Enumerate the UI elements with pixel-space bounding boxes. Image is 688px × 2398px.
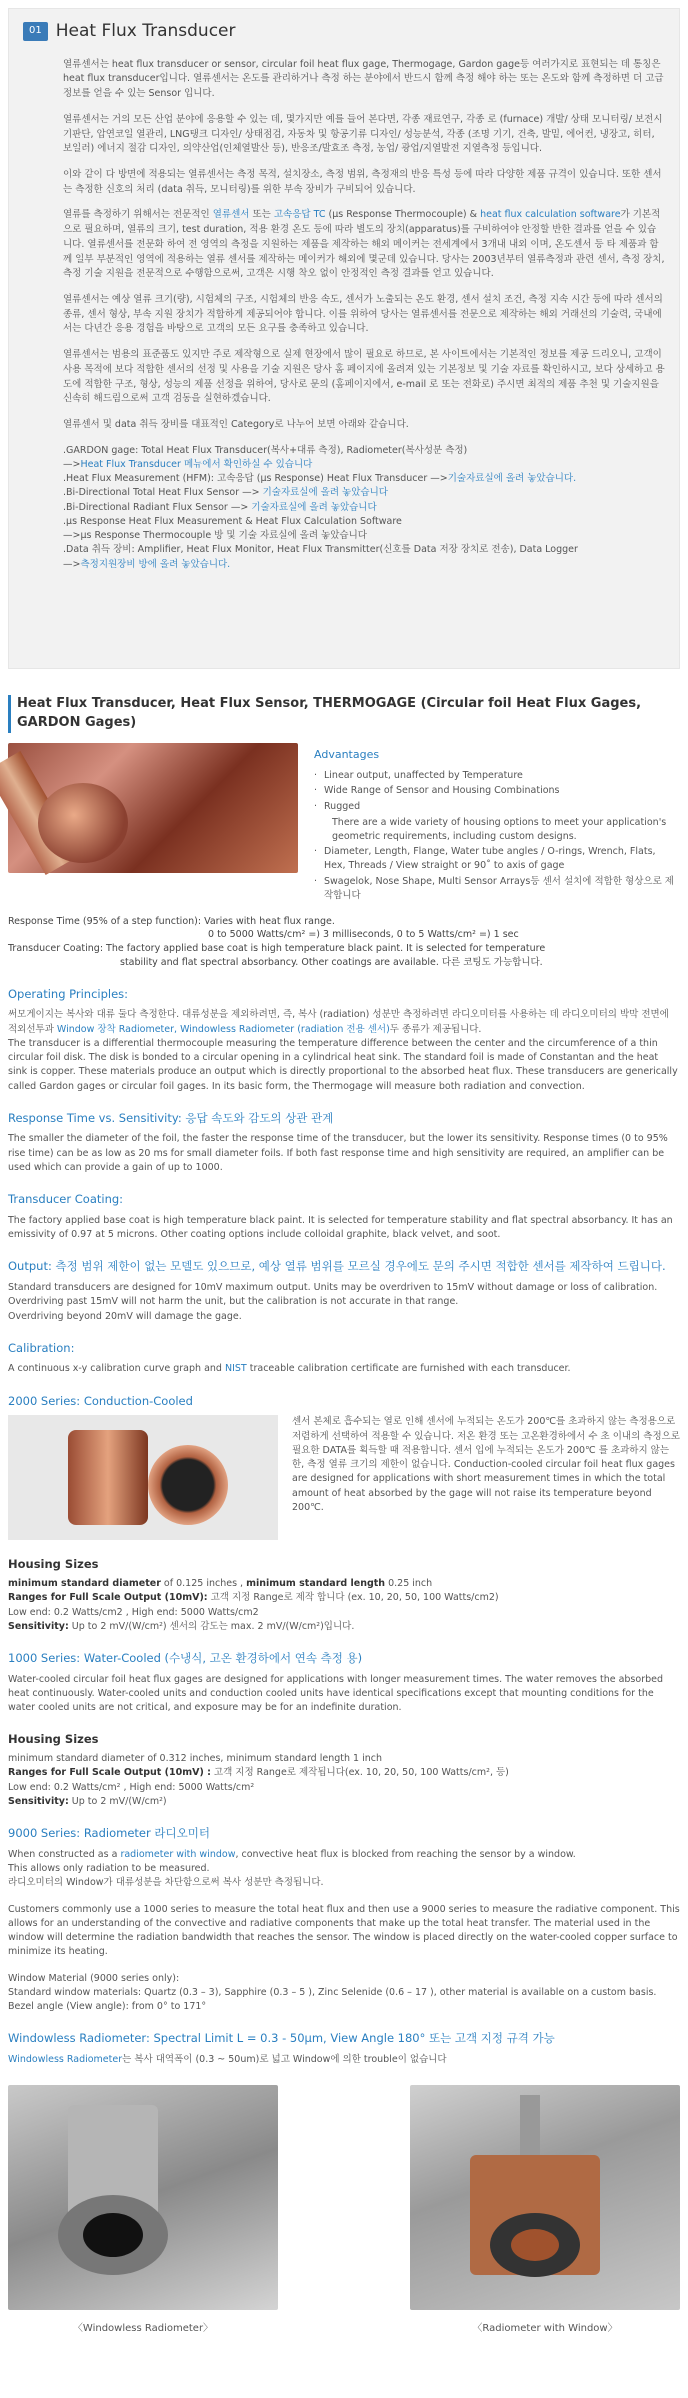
list-item: · Diameter, Length, Flange, Water tube angles / O-rings, Wrench, Flats, Hex, Threads / View straight or 90˚ to axis of gage [314,845,680,873]
nist-link[interactable]: NIST [224,1363,247,1375]
text [8,1591,680,1605]
series-1000-title: 1000 Series: Water-Cooled (수냉식, 고온 환경하에서 연속 측정 용) [8,1651,363,1666]
list-item: · Rugged [314,800,680,814]
link-fast-tc[interactable]: 고속응답 TC [273,209,326,221]
text: .Heat Flux Measurement (HFM): 고속응답 (μs Response) Heat Flux Transducer —> [63,473,448,485]
series-2000-title: 2000 Series: Conduction-Cooled [8,1393,193,1408]
text [8,1577,680,1591]
list-item [63,558,665,572]
text: .Bi-Directional Radiant Flux Sensor —> [63,501,252,513]
list-item: · Wide Range of Sensor and Housing Combinations [314,784,680,798]
text: Overdriving beyond 20mV will damage the gage. [8,1310,242,1322]
gallery-item [410,2085,680,2337]
window-radiometer-image [410,2085,680,2310]
advantages-box [314,743,680,905]
list-item: · Swagelok, Nose Shape, Multi Sensor Arrays등 센서 설치에 적합한 형상으로 제작합니다 [314,875,680,903]
intro-paragraph-2: 열류센서는 거의 모든 산업 분야에 응용할 수 있는 데, 몇가지만 예를 들어 본다면, 각종 재료연구, 각종 로 (furnace) 개발/ 상태 모니터링/ 보전시기판단, 압연코일 열관리, LNG탱크 디자인/ 상태점검, 자동차 및 항공기류 디자인/ 성능분석, 각종 (조명 기기, 건축, 발밑, 에어컨, 냉장고, 히터, 보일러) 에너지 절감 디자인, 의약산업(인체열발산 등), 반응조/발효조 측정, 농업/ 광업/지열발전 지열측정 등입니다. [63,113,663,155]
text: , convective heat flux is blocked from reaching the sensor by a window. [235,1848,576,1860]
operating-principles-text [8,1008,680,1094]
text: Window Material (9000 series only): [8,1972,180,1984]
list-item [63,472,665,486]
text: Standard window materials: Quartz (0.3 – 3), Sapphire (0.3 – 5 ), Zinc Selenide (0.6 – 17 ), other material is available on a custom basis. [8,1986,657,1998]
coating-line-1: Transducer Coating: The factory applied base coat is high temperature black paint. It is selected for temperature [8,943,546,955]
text: Ranges for Full Scale Output (10mV) : [8,1767,211,1779]
calibration-title: Calibration: [8,1340,75,1355]
advantages-title: Advantages [314,747,380,761]
text: Sensitivity: [8,1620,69,1632]
radiometer-gallery [8,2085,680,2337]
calibration-text [8,1362,680,1376]
text: Overdriving past 15mV will not harm the unit, but the calibration is not accurate in that range. [8,1296,459,1308]
list-link[interactable]: 기술자료실에 올려 놓았습니다 [262,487,388,499]
section-number-badge: 01 [23,22,48,41]
text: 고객 지정 Range로 제작됩니다(ex. 10, 20, 50, 100 Watts/cm², 등) [210,1767,509,1779]
text: .μs Response Heat Flux Measurement & Heat Flux Calculation Software [63,515,402,527]
text: (μs Response Thermocouple) & [325,209,481,221]
text: 열류를 측정하기 위해서는 전문적인 [63,209,213,221]
list-link[interactable]: 측정지원장비 방에 올려 놓았습니다. [80,558,231,570]
text: Sensitivity: [8,1795,69,1807]
text: Up to 2 mV/(W/cm²) [68,1795,167,1807]
text: Up to 2 mV/(W/cm²) 센서의 감도는 max. 2 mV/(W/cm²)입니다. [68,1620,355,1632]
series-9000-text [8,1848,680,2015]
text: minimum standard diameter [8,1578,161,1590]
operating-principles-title: Operating Principles: [8,986,129,1001]
text: Bezel angle (View angle): from 0° to 171° [8,2001,207,2013]
text: A continuous x-y calibration curve graph and [8,1363,225,1375]
text: 가 기본적으로 필요하며, 열류의 크기, test duration, 적용 환경 온도 등에 따라 별도의 장치(apparatus)를 구비하여야 안정할 반한 결과를 얻을 수 있습니다. 열류센서를 전문화 하여 전 영역의 측정을 지원하는 제품을 제작하는 해외 메이커는 전세계에서 3개내 내외 이며, 온도센서 등 타 제품과 함께 일부 부분적인 영역에 적용하는 열류 센서를 제작하는 메이커가 해외에 몇군데 있습니다. 당사는 2003년부터 열류측정과 관련 센서, 측정 장치, 측정 기술 지원을 전문적으로 수행함으로써, 고객은 시행 착오 없이 안정적인 측정 결과를 얻고 있습니다. [63,209,665,280]
list-item [63,529,665,543]
text: 라디오미터의 Window가 대류성분을 차단함으로써 복사 성분만 측정됩니다. [8,1877,324,1889]
text: 는 복사 대역폭이 (0.3 ~ 50um)로 넓고 Window에 의한 trouble이 없습니다 [122,2053,447,2065]
text: 써모게이지는 복사와 대류 둘다 측정한다. 대류성분을 제외하려면, 즉, 복사 (radiation) 성분만 측정하려면 라디오미터를 사용하는 데 라디오미터의 박막 전면에 적외선투과 [8,1009,669,1035]
text: .GARDON gage: Total Heat Flux Transducer(복사+대류 측정), Radiometer(복사성분 측정) [63,444,468,456]
output-title: Output: 측정 범위 제한이 없는 모델도 있으므로, 예상 열류 범위를 모르실 경우에도 문의 주시면 적합한 센서를 제작하여 드립니다. [8,1259,666,1274]
gallery-item [8,2085,278,2337]
text: 두 종류가 제공됩니다. [389,1023,482,1035]
output-text [8,1281,680,1324]
page-title: Heat Flux Transducer [55,21,236,41]
text: 고객 지정 Range로 제작 합니다 (ex. 10, 20, 50, 100 Watts/cm2) [207,1592,499,1604]
photo-cylinder-shape [68,1430,148,1525]
response-vs-sensitivity-title: Response Time vs. Sensitivity: 응답 속도와 감도의 상관 관계 [8,1110,334,1125]
series-2000-row [8,1415,680,1540]
series-2000-photo [8,1415,278,1540]
caption-windowless: 〈Windowless Radiometer〉 [72,2323,214,2335]
text: Ranges for Full Scale Output (10mV): [8,1592,208,1604]
windowless-link[interactable]: Windowless Radiometer [8,2053,123,2065]
list-link[interactable]: 기술자료실에 올려 놓았습니다 [251,501,377,513]
text: Standard transducers are designed for 10mV maximum output. Units may be overdriven to 15mV without damage or loss of calibration. [8,1282,658,1294]
advantages-row [8,743,680,905]
windowless-radiometer-photo [8,2085,278,2310]
series-9000-title: 9000 Series: Radiometer 라디오미터 [8,1826,210,1841]
link-radiometer-types[interactable]: Window 장착 Radiometer, Windowless Radiometer (radiation 전용 센서) [56,1023,390,1035]
response-line-1: Response Time (95% of a step function): Varies with heat flux range. [8,915,335,927]
list-item [63,501,665,515]
list-item [63,515,665,529]
intro-paragraph-6: 열류센서는 범용의 표준품도 있지만 주로 제작형으로 실제 현장에서 많이 필요로 하므로, 본 사이트에서는 기본적인 정보를 제공 드리오니, 고객이 사용 목적에 보다 적합한 센서의 선정 및 사용을 기술 지원은 당사 홈 페이지에 올려져 있는 기본정보 및 기술 자료를 확인하시고, 보다 상세하고 용도에 적합한 구조, 형상, 성능의 제품 선정을 위하여, 당사로 문의 (홈페이지에서, e-mail 로 또는 전화로) 주시면 최적의 제품 추천 및 기술지원을 신속히 해드림으로써 고객 검동을 실현하겠습니다. [63,349,665,405]
housing-sizes-2 [8,1752,680,1809]
text: .Data 취득 장비: Amplifier, Heat Flux Monitor, Heat Flux Transmitter(신호를 Data 저장 장치로 전송), Data Logger [63,544,578,556]
housing-sizes-1 [8,1577,680,1634]
radiometer-link[interactable]: radiometer with window [120,1848,236,1860]
photo-sensor [83,2213,143,2257]
intro-paragraph-5: 열류센서는 예상 열류 크기(량), 시험체의 구조, 시험체의 반응 속도, 센서가 노출되는 온도 환경, 센서 설치 조건, 측정 지속 시간 등에 따라 센서의 종류, 센서 형상, 부속 지원 장치가 적합하게 제공되어야 합니다. 이를 위하여 당사는 열류센서를 전문으로 제작하는 해외 거래선의 기술력, 국내에서는 다년간 응용 경험을 바탕으로 고객의 모든 요구를 충족하고 있습니다. [63,293,663,335]
response-time-block [8,915,680,970]
window-radiometer-photo [410,2085,680,2310]
photo-sensor-face-shape [148,1445,228,1525]
text: —> [63,458,81,470]
link-calc-software[interactable]: heat flux calculation software [480,209,621,221]
advantages-list [314,769,680,903]
products-section [8,695,680,2337]
transducer-coating-text: The factory applied base coat is high temperature black paint. It is selected for temperature stability and flat spectral absorbancy. It has an emissivity of 0.97 at 5 microns. Other coating options include colloidal graphite, black velvet, and soot. [8,1214,673,1241]
text: —> [63,558,81,570]
intro-paragraph-7: 열류센서 및 data 취득 장비를 대표적인 Category로 나누어 보면 아래와 같습니다. [63,419,409,431]
text: minimum standard diameter of 0.312 inches, minimum standard length 1 inch [8,1753,383,1765]
intro-paragraph-4 [23,208,665,282]
intro-paragraph-1: 열류센서는 heat flux transducer or sensor, circular foil heat flux gage, Thermogage, Gardon gage등 여러가지로 표현되는 데 통칭은 heat flux transducer입니다. 열류센서는 온도를 관리하거나 측정 하는 분야에서 반드시 함께 측정 해야 하는 또는 온도와 함께 측정하면 더 고급 정보를 얻을 수 있는 Sensor 입니다. [63,58,664,100]
windowless-title: Windowless Radiometer: Spectral Limit L = 0.3 - 50μm, View Angle 180° 또는 고객 지정 규격 가능 [8,2031,555,2046]
list-link[interactable]: 기술자료실에 올려 놓았습니다. [447,473,577,485]
text: Low end: 0.2 Watts/cm2 , High end: 5000 Watts/cm2 [8,1606,259,1618]
text [8,1620,680,1634]
link-heat-flux-sensor[interactable]: 열류센서 [212,209,250,221]
list-item [63,486,665,500]
list-item [63,543,665,557]
list-item: There are a wide variety of housing options to meet your application's geometric requirements, including custom designs. [332,816,667,842]
list-item [63,444,665,458]
text: traceable calibration certificate are furnished with each transducer. [246,1363,571,1375]
heat-flux-gage-photo [8,743,298,873]
text [8,1766,680,1780]
intro-section [8,8,680,669]
text: This allows only radiation to be measured. [8,1863,210,1875]
text: minimum standard length [246,1578,386,1590]
coating-line-2: stability and flat spectral absorbancy. Other coatings are available. 다른 코팅도 가능합니다. [120,956,543,968]
text: When constructed as a [8,1848,121,1860]
response-line-2: 0 to 5000 Watts/cm² =) 3 milliseconds, 0 to 5 Watts/cm² =) 1 sec [208,929,519,941]
series-2000-text: 센서 본체로 흡수되는 열로 인해 센서에 누적되는 온도가 200℃를 초과하지 않는 측정용으로 저렴하게 선택하여 적용할 수 있습니다. 저온 환경 또는 고온환경하에서 수 초 이내의 측정으로 필요한 DATA를 획득할 때 적용합니다. 센서 입에 누적되는 온도가 200℃ 를 초과하지 않는 한, 측정 열류 크기의 제한이 없습니다. Conduction-cooled circular foil heat flux gages are designed for applications with short measurement times in which the total amount of heat absorbed by the gage will not raise its temperature beyond 200℃. [292,1416,680,1513]
windowless-text [8,2053,680,2067]
intro-title-row [23,19,665,44]
text: Customers commonly use a 1000 series to measure the total heat flux and then use a 9000 series to measure the radiative component. This allows for an understanding of the convective and radiative components that make up the total heat transfer. The material used in the window will determine the radiation bandwidth that reaches the sensor. The window is placed directly on the water-cooled copper surface to minimize its heating. [8,1903,680,1958]
text: of 0.125 inches , [160,1578,247,1590]
list-item: · Linear output, unaffected by Temperature [314,769,680,783]
list-item [63,458,665,472]
text: The transducer is a differential thermocouple measuring the temperature difference between the center and the circumference of a thin circular foil disk. The disk is bonded to a circular opening in a cylindrical heat sink. The standard foil is made of Constantan and the heat sink is copper. These materials produce an output which is directly proportional to the absorbed heat flux. These transducers are generically called Gardon gages or circular foil gages. In its basic form, the Thermogage will measure both radiation and convection. [8,1037,678,1092]
response-vs-sensitivity-text: The smaller the diameter of the foil, the faster the response time of the transducer, but the lower its sensitivity. Response times (0 to 95% rise time) can be as low as 20 ms for small diameter foils. If both fast response time and high sensitivity are required, an amplifier can be used which can provide a gain of up to 1000. [8,1133,668,1173]
series-1000-text: Water-cooled circular foil heat flux gages are designed for applications with longer measurement times. The water removes the absorbed heat continuously. Water-cooled units and conduction cooled units have identical specifications except that mounting conditions for the water cooled units are not critical, and exposure may be for an indefinite duration. [8,1673,664,1714]
text: Low end: 0.2 Watts/cm² , High end: 5000 Watts/cm² [8,1781,255,1793]
list-link[interactable]: Heat Flux Transducer 메뉴에서 확인하실 수 있습니다 [80,458,313,470]
text [8,1795,680,1809]
text [8,1848,680,1862]
text: —>μs Response Thermocouple 방 및 기술 자료실에 올려 놓았습니다 [63,530,367,542]
photo-sensor [511,2229,559,2261]
products-title: Heat Flux Transducer, Heat Flux Sensor, THERMOGAGE (Circular foil Heat Flux Gages, GARDON Gages) [8,695,680,733]
transducer-coating-title: Transducer Coating: [8,1192,124,1207]
caption-window: 〈Radiometer with Window〉 [472,2323,618,2335]
intro-paragraph-3: 이와 같이 다 방면에 적용되는 열류센서는 측정 목적, 설치장소, 측정 범위, 측정재의 반응 특성 등에 따라 다양한 제품 규격이 있습니다. 또한 센서는 측정한 신호의 처리 (data 취득, 모니터링)를 위한 부속 장비가 구비되어 있습니다. [63,168,662,195]
text: 0.25 inch [385,1578,433,1590]
category-list [23,444,665,572]
housing-sizes-title-1: Housing Sizes [8,1557,99,1572]
photo-disk-shape [38,783,128,863]
housing-sizes-title-2: Housing Sizes [8,1732,99,1747]
text: .Bi-Directional Total Heat Flux Sensor —> [63,487,263,499]
windowless-radiometer-image [8,2085,278,2310]
text: 또는 [249,209,274,221]
